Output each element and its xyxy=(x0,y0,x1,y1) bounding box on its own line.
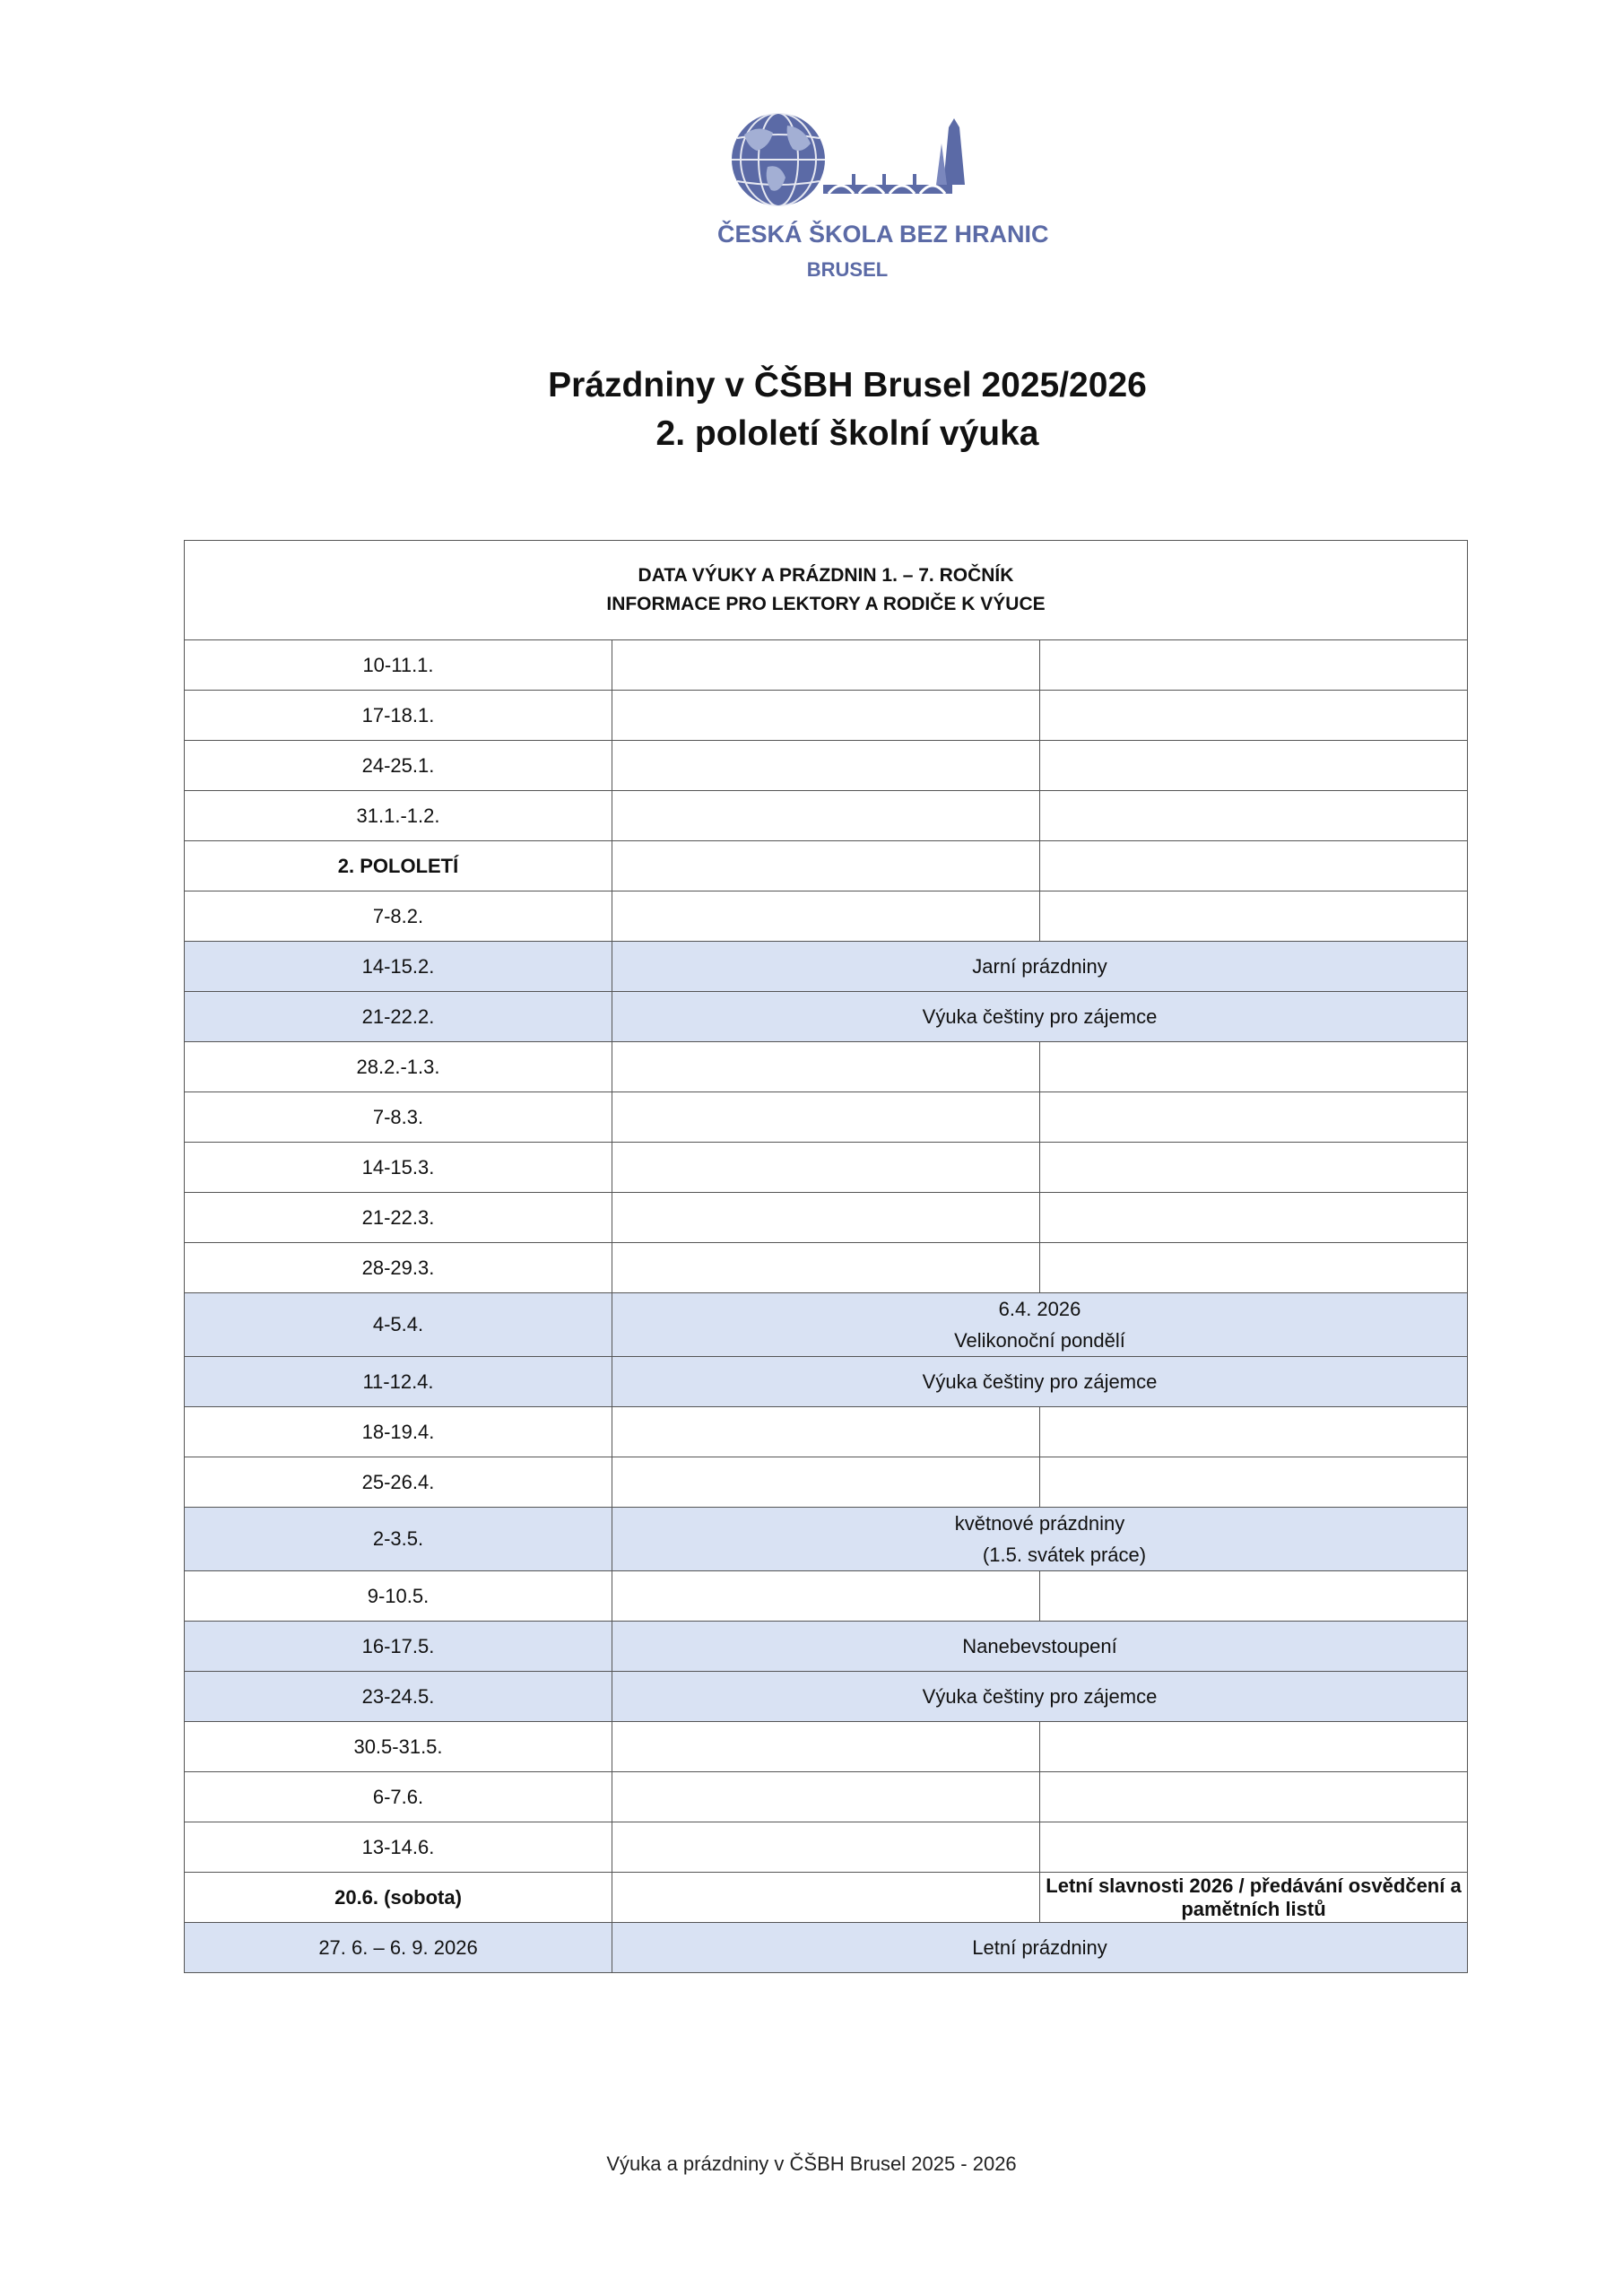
empty-cell xyxy=(612,640,1040,691)
info-cell xyxy=(1040,791,1468,841)
empty-cell xyxy=(612,1143,1040,1193)
empty-cell xyxy=(612,1822,1040,1873)
table-header-line1: DATA VÝUKY A PRÁZDNIN 1. – 7. ROČNÍK xyxy=(638,565,1014,586)
date-cell: 24-25.1. xyxy=(185,741,612,791)
globe-bridge-logo-icon xyxy=(717,108,977,220)
table-row xyxy=(185,1193,1468,1243)
info-cell xyxy=(1040,891,1468,942)
table-row xyxy=(185,1407,1468,1457)
date-cell: 31.1.-1.2. xyxy=(185,791,612,841)
event-cell: Jarní prázdniny xyxy=(612,942,1468,992)
table-row xyxy=(185,841,1468,891)
info-cell xyxy=(1040,1457,1468,1508)
date-cell: 28.2.-1.3. xyxy=(185,1042,612,1092)
info-cell xyxy=(1040,1571,1468,1622)
info-cell xyxy=(1040,1092,1468,1143)
info-cell xyxy=(1040,1722,1468,1772)
date-cell: 7-8.2. xyxy=(185,891,612,942)
table-row-holiday xyxy=(185,1293,1468,1357)
table-row xyxy=(185,1571,1468,1622)
date-cell: 23-24.5. xyxy=(185,1672,612,1722)
empty-cell xyxy=(612,1772,1040,1822)
empty-cell xyxy=(612,791,1040,841)
table-row-holiday xyxy=(185,1357,1468,1407)
empty-cell xyxy=(612,741,1040,791)
event-line2: Velikonoční pondělí xyxy=(954,1329,1125,1352)
semester-label-cell: 2. POLOLETÍ xyxy=(185,841,612,891)
empty-cell xyxy=(612,1193,1040,1243)
date-cell: 27. 6. – 6. 9. 2026 xyxy=(185,1923,612,1973)
info-cell xyxy=(1040,1193,1468,1243)
date-cell: 21-22.3. xyxy=(185,1193,612,1243)
logo-city-name: BRUSEL xyxy=(806,258,889,281)
empty-cell xyxy=(612,1873,1040,1923)
table-row-holiday xyxy=(185,1923,1468,1973)
table-row xyxy=(185,891,1468,942)
table-row xyxy=(185,1092,1468,1143)
table-row xyxy=(185,1822,1468,1873)
empty-cell xyxy=(612,1457,1040,1508)
info-cell xyxy=(1040,1243,1468,1293)
event-cell xyxy=(612,1293,1468,1357)
date-cell: 13-14.6. xyxy=(185,1822,612,1873)
info-cell xyxy=(1040,691,1468,741)
date-cell: 30.5-31.5. xyxy=(185,1722,612,1772)
table-row xyxy=(185,741,1468,791)
table-row xyxy=(185,1772,1468,1822)
event-cell xyxy=(612,1508,1468,1571)
date-cell: 25-26.4. xyxy=(185,1457,612,1508)
empty-cell xyxy=(612,841,1040,891)
date-cell: 2-3.5. xyxy=(185,1508,612,1571)
page-title: Prázdniny v ČŠBH Brusel 2025/2026 xyxy=(548,366,1147,404)
date-cell: 6-7.6. xyxy=(185,1772,612,1822)
date-cell: 14-15.2. xyxy=(185,942,612,992)
event-line2: (1.5. svátek práce) xyxy=(982,1544,1147,1566)
table-row xyxy=(185,691,1468,741)
date-cell: 20.6. (sobota) xyxy=(185,1873,612,1923)
empty-cell xyxy=(612,1092,1040,1143)
date-cell: 9-10.5. xyxy=(185,1571,612,1622)
date-cell: 11-12.4. xyxy=(185,1357,612,1407)
table-row xyxy=(185,1143,1468,1193)
info-cell xyxy=(1040,1143,1468,1193)
table-row-holiday xyxy=(185,992,1468,1042)
date-cell: 7-8.3. xyxy=(185,1092,612,1143)
date-cell: 14-15.3. xyxy=(185,1143,612,1193)
table-row xyxy=(185,1243,1468,1293)
empty-cell xyxy=(612,1722,1040,1772)
date-cell: 4-5.4. xyxy=(185,1293,612,1357)
empty-cell xyxy=(612,691,1040,741)
empty-cell xyxy=(612,1407,1040,1457)
table-header-cell xyxy=(185,541,1468,640)
table-row-holiday xyxy=(185,942,1468,992)
date-cell: 28-29.3. xyxy=(185,1243,612,1293)
event-line1: květnové prázdniny xyxy=(954,1512,1125,1535)
event-cell: Výuka češtiny pro zájemce xyxy=(612,1357,1468,1407)
info-cell xyxy=(1040,1772,1468,1822)
date-cell: 10-11.1. xyxy=(185,640,612,691)
empty-cell xyxy=(612,1571,1040,1622)
date-cell: 18-19.4. xyxy=(185,1407,612,1457)
event-cell: Nanebevstoupení xyxy=(612,1622,1468,1672)
page-subtitle: 2. pololetí školní výuka xyxy=(655,414,1039,453)
event-line1: 6.4. 2026 xyxy=(998,1298,1081,1320)
date-cell: 16-17.5. xyxy=(185,1622,612,1672)
event-cell: Letní prázdniny xyxy=(612,1923,1468,1973)
empty-cell xyxy=(612,1243,1040,1293)
table-row xyxy=(185,1457,1468,1508)
table-row xyxy=(185,1873,1468,1923)
empty-cell xyxy=(612,1042,1040,1092)
info-cell: Letní slavnosti 2026 / předávání osvědčení a pamětních listů xyxy=(1040,1873,1468,1923)
empty-cell xyxy=(612,891,1040,942)
school-logo xyxy=(717,108,1049,296)
event-cell: Výuka češtiny pro zájemce xyxy=(612,992,1468,1042)
table-header-line2: INFORMACE PRO LEKTORY A RODIČE K VÝUCE xyxy=(606,594,1046,614)
schedule-table xyxy=(184,540,1468,1973)
logo-school-name: ČESKÁ ŠKOLA BEZ HRANIC xyxy=(717,221,1049,248)
table-row-holiday xyxy=(185,1508,1468,1571)
table-row xyxy=(185,1042,1468,1092)
table-row-holiday xyxy=(185,1672,1468,1722)
table-row xyxy=(185,1722,1468,1772)
table-header-row xyxy=(185,541,1468,640)
info-cell xyxy=(1040,841,1468,891)
date-cell: 17-18.1. xyxy=(185,691,612,741)
date-cell: 21-22.2. xyxy=(185,992,612,1042)
table-row-holiday xyxy=(185,1622,1468,1672)
info-cell xyxy=(1040,1042,1468,1092)
page-footer: Výuka a prázdniny v ČŠBH Brusel 2025 - 2026 xyxy=(606,2152,1017,2175)
info-cell xyxy=(1040,640,1468,691)
info-cell xyxy=(1040,741,1468,791)
info-cell xyxy=(1040,1822,1468,1873)
event-cell: Výuka češtiny pro zájemce xyxy=(612,1672,1468,1722)
info-cell xyxy=(1040,1407,1468,1457)
table-row xyxy=(185,640,1468,691)
table-row xyxy=(185,791,1468,841)
